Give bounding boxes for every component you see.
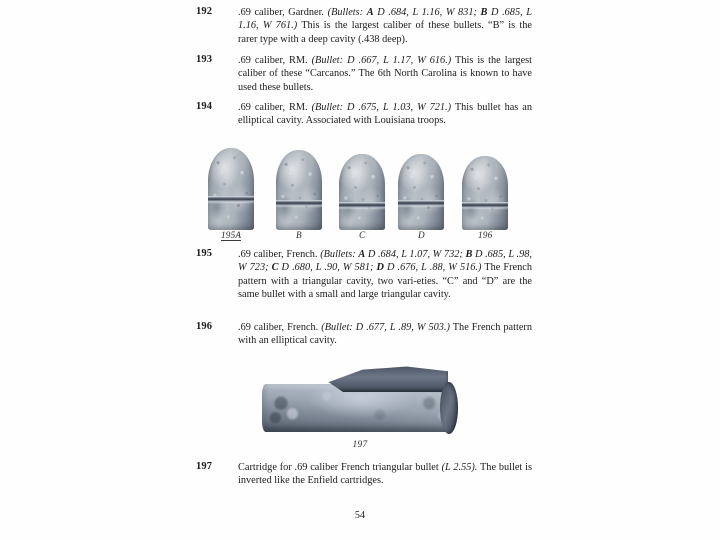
- entry-text: Cartridge for .69 caliber French triangular bullet (L 2.55). The bullet is inverted like the Enfield cartridges.: [238, 462, 532, 487]
- catalog-entry-192: [196, 6, 532, 46]
- bullet-cannelure-groove: [462, 202, 508, 208]
- page-number: 54: [354, 510, 366, 521]
- bullet-body: [398, 154, 444, 230]
- bullet-cannelure-groove: [276, 200, 322, 206]
- bullet-specimen: [398, 154, 444, 230]
- catalog-entry-195: [196, 248, 532, 301]
- entry-text: .69 caliber, RM. (Bullet: D .675, L 1.03, W 721.) This bullet has an elliptical cavity. Associated with Louisiana troops.: [238, 102, 532, 127]
- catalog-entry-193: [196, 54, 532, 94]
- cartridge-end-cap: [440, 382, 458, 434]
- cartridge-photograph-plate: [258, 362, 458, 436]
- bullet-cannelure-groove: [339, 202, 385, 208]
- entry-number: 197: [196, 461, 213, 472]
- bullet-cannelure-groove: [398, 200, 444, 206]
- bullet-caption: B: [296, 230, 302, 240]
- bullet-caption: 195A: [221, 230, 242, 240]
- bullet-specimen: [276, 150, 322, 230]
- entry-number: 195: [196, 248, 213, 259]
- entry-text: .69 caliber, RM. (Bullet: D .667, L 1.17, W 616.) This is the largest caliber of these “Carcanos.” The 6th North Carolina is known to have used these bullets.: [238, 55, 533, 93]
- bullet-caption: D: [418, 230, 425, 240]
- bullet-body: [208, 148, 254, 230]
- entry-number: 193: [196, 54, 213, 65]
- bullet-cannelure-groove: [208, 196, 254, 202]
- bullet-specimen: [208, 148, 254, 230]
- entry-text: .69 caliber, French. (Bullets: A D .684, L 1.07, W 732; B D .685, L .98, W 723; C D .680, L .90, W 581; D D .676, L .88, W 516.) The French pattern with a triangular cavity, two vari-eties. “C” and “D” are the same bullet with a small and large triangular cavity.: [238, 249, 532, 300]
- bullet-specimen: [339, 154, 385, 230]
- catalog-entry-197: [196, 461, 532, 488]
- catalog-entry-194: [196, 101, 532, 128]
- bullet-body: [276, 150, 322, 230]
- bullet-photograph-plate: [200, 142, 520, 230]
- bullet-body: [339, 154, 385, 230]
- cartridge-paper-flap: [326, 366, 448, 392]
- entry-text: .69 caliber, French. (Bullet: D .677, L .89, W 503.) The French pattern with an elliptical cavity.: [238, 322, 532, 347]
- bullet-plate-captions: [200, 230, 520, 244]
- catalog-entry-196: [196, 321, 532, 348]
- cartridge-plate-caption: 197: [352, 440, 368, 450]
- entry-number: 192: [196, 6, 213, 17]
- bullet-caption: C: [359, 230, 366, 240]
- bullet-specimen: [462, 156, 508, 230]
- entry-number: 194: [196, 101, 213, 112]
- entry-number: 196: [196, 321, 213, 332]
- entry-text: .69 caliber, Gardner. (Bullets: A D .684, L 1.16, W 831; B D .685, L 1.16, W 761.) This is the largest caliber of these bullets. “B” is the rarer type with a deep cavity (.438 deep).: [238, 7, 533, 45]
- bullet-body: [462, 156, 508, 230]
- bullet-caption: 196: [478, 230, 493, 240]
